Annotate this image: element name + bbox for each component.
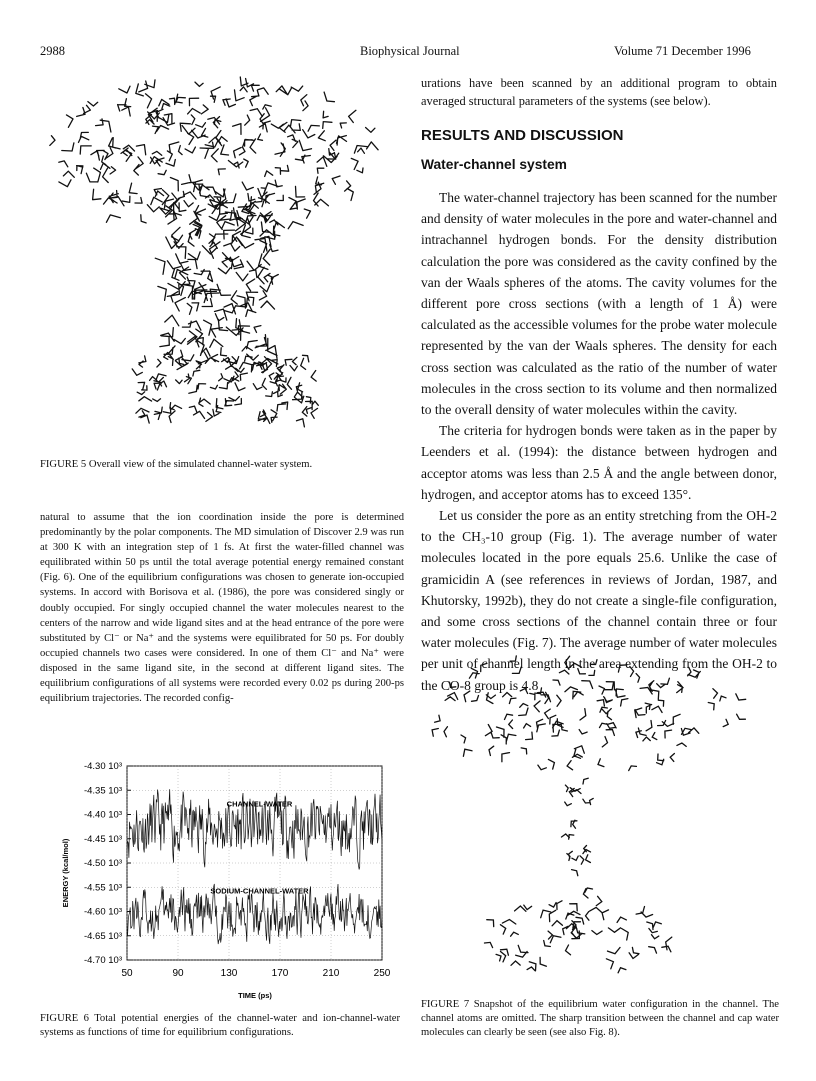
journal-name: Biophysical Journal [360, 44, 460, 58]
x-tick-label: 50 [121, 968, 133, 979]
figure-7-caption: FIGURE 7 Snapshot of the equilibrium water configuration in the channel. The channel atoms are omitted. The sharp transition between the channel and cap water molecules can clearly be seen (see also Fig. 8). [421, 999, 779, 1039]
figure-6-chart [30, 748, 400, 1003]
series-label: SODIUM-CHANNEL-WATER [210, 886, 309, 896]
paragraph-1: The water-channel trajectory has been scanned for the number and density of water molecules in the pore and water-channel and intrachannel hydrogen bonds. For the density distribution calculation the pore was considered as the cavity confined by the van der Waals spheres of the atoms. The cavity volumes for the different pore cross sections (with a length of 1 Å) were calculated as the accessible volumes for the probe water molecule represented by the van der Waals spheres. The density for each cross section was calculated as the ratio of the number of water molecules in the cross section to its volume and then normalized to the overall density of water molecules within the cavity. [421, 190, 777, 418]
paragraph-3: Let us consider the pore as an entity stretching from the OH-2 to the CH₃-10 group (Fig. 1). The average number of water molecules located in the pore equals 25.6. Unlike the case of gramicidin A (see references in reviews of Jordan, 1987, and Khutorsky, 1992b), they do not create a single-file configuration, and some cross sections of the channel contain three or four water molecules (Fig. 7). The average number of water molecules per unit of channel length in the area extending from the OH-2 to the CO-8 group is 4.8 [421, 508, 777, 693]
y-tick-label: -4.55 10³ [83, 882, 122, 894]
x-tick-label: 130 [220, 968, 238, 979]
y-tick-label: -4.70 10³ [83, 955, 122, 966]
series-label: CHANNEL-WATER [226, 799, 293, 809]
y-tick-label: -4.40 10³ [83, 809, 122, 821]
y-tick-label: -4.35 10³ [83, 785, 122, 797]
x-axis-label: TIME (ps) [238, 991, 272, 1000]
right-column-intro [421, 74, 777, 110]
section-heading: RESULTS AND DISCUSSION [421, 127, 624, 144]
figure-6-caption: FIGURE 6 Total potential energies of the channel-water and ion-channel-water systems as functions of time for equilibrium configurations. [40, 1013, 400, 1039]
molecular-sticks [50, 77, 378, 427]
left-paragraph-text: natural to assume that the ion coordination inside the pore is determined predominantly by the polar components. The MD simulation of Discover 2.9 was run at 300 K with an integration step of 1 fs. At first the water-filled channel was equilibrated within 50 ps until the total average potential energy remained constant (Fig. 6). One of the equilibrium configurations was chosen to generate ion-occupied systems. In accord with Borisova et al. (1986), the pore was considered singly or doubly occupied. For singly occupied channel the water molecules nearest to the centers of the narrow and wide ligand sites and at the head entrance of the pore were substituted by Cl⁻ or Na⁺ and the systems were equilibrated for 50 ps. For doubly occupied channels two cases were considered. In one of them Cl⁻ and Na⁺ were disposed in the same ligand site, in the second at different ligand sites. The equilibrium configurations of all systems were recorded every 0.02 ps during 200-ps equilibrium trajectories. The recorded config- [40, 512, 404, 705]
intro-continuation: urations have been scanned by an additional program to obtain averaged structural parameters of the systems (see below). [421, 76, 777, 108]
subsection-heading: Water-channel system [421, 157, 567, 172]
figure-7-image [425, 650, 755, 985]
figure-5-image [45, 75, 390, 450]
x-tick-label: 90 [172, 968, 184, 979]
y-tick-label: -4.45 10³ [83, 833, 122, 845]
y-tick-label: -4.30 10³ [83, 761, 122, 772]
y-tick-label: -4.60 10³ [83, 906, 122, 918]
left-column-paragraph [40, 510, 404, 706]
x-tick-label: 170 [271, 968, 289, 979]
water-molecules [432, 656, 746, 973]
y-tick-label: -4.50 10³ [83, 858, 122, 869]
page-number: 2988 [40, 44, 65, 58]
volume-date: Volume 71 December 1996 [614, 44, 751, 58]
right-column-paragraphs [421, 187, 777, 696]
paragraph-2: The criteria for hydrogen bonds were taken as in the paper by Leenders et al. (1994): the distance between hydrogen and acceptor atoms was less than 2.5 Å and the angle between donor, hydrogen, and acceptor atoms has to exceed 135°. [421, 423, 777, 502]
y-axis-label: ENERGY (kcal/mol) [61, 838, 70, 908]
x-tick-label: 250 [373, 968, 391, 979]
y-tick-label: -4.65 10³ [83, 930, 122, 942]
x-tick-label: 210 [322, 968, 340, 979]
figure-5-caption: FIGURE 5 Overall view of the simulated channel-water system. [40, 459, 313, 470]
